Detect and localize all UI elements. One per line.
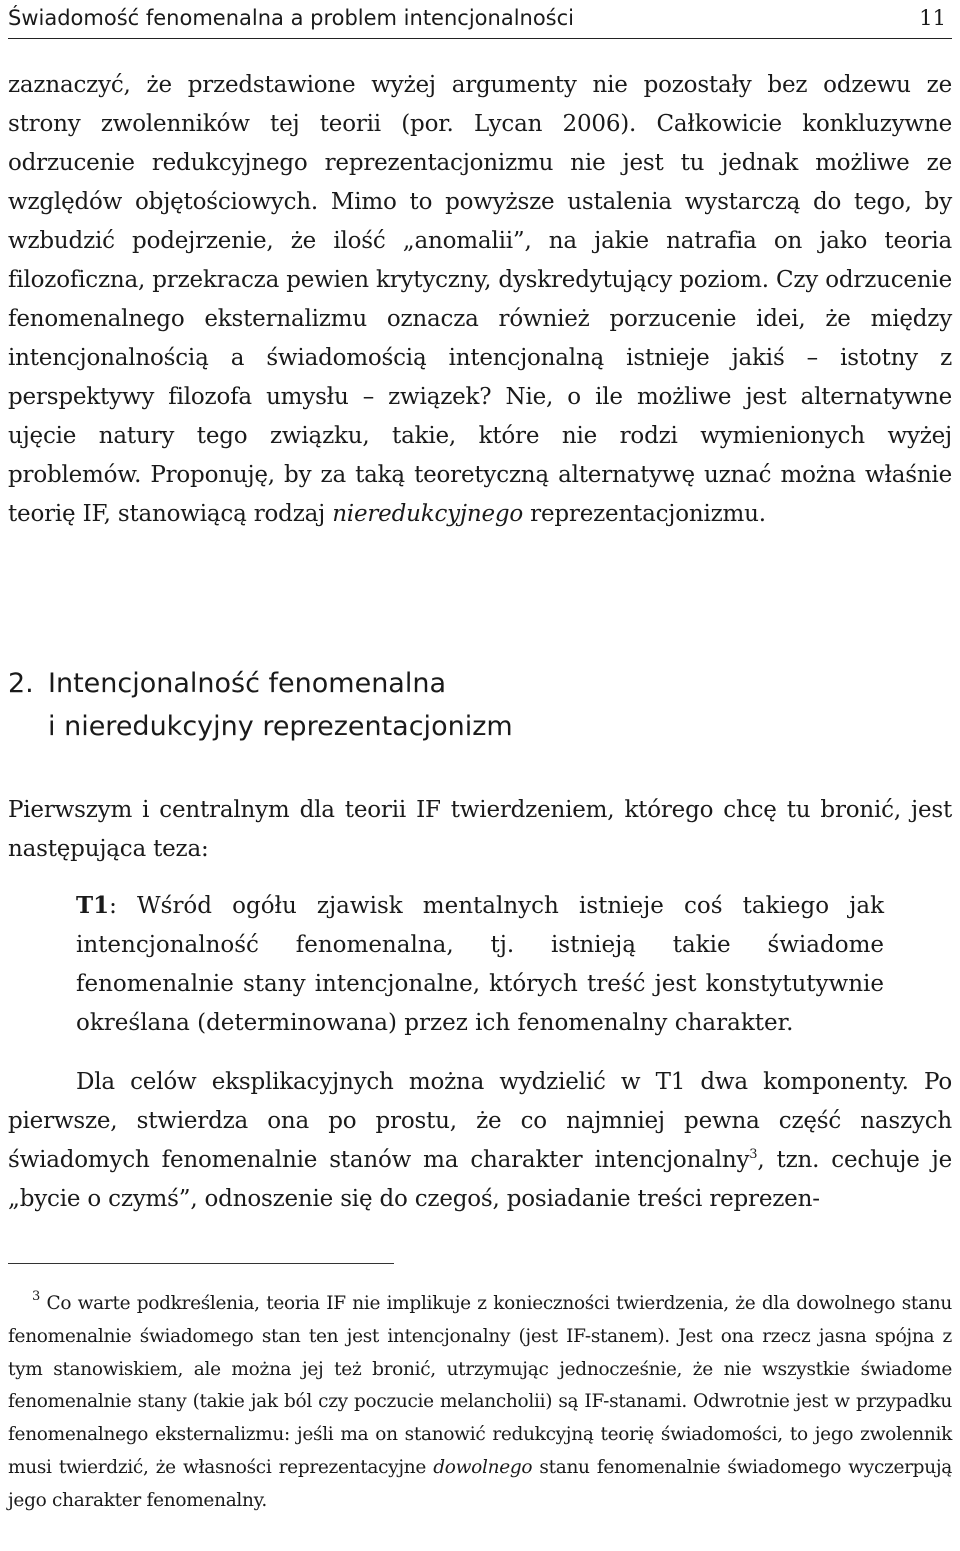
footnote-end: stanu fenomenalnie świadomego wyczerpują jego charakter fenomenalny. <box>8 1456 952 1511</box>
footnote-marker: 3 <box>32 1289 40 1304</box>
header-rule <box>8 38 952 39</box>
paragraph-1-end: reprezentacjonizmu. <box>523 501 766 527</box>
footnote-rule <box>8 1263 394 1264</box>
running-header <box>8 2 952 38</box>
thesis-label: T1 <box>76 892 110 919</box>
paragraph-1 <box>8 66 952 534</box>
footnote-italic: dowolnego <box>433 1456 533 1478</box>
section-heading <box>8 662 513 748</box>
paragraph-3-text: Dla celów eksplikacyjnych można wydzielić w T1 dwa komponenty. Po pierwsze, stwierdza ona po prostu, że co najmniej pewna część naszych świadomych fenomenalnie stanów ma charakter intencjonalny <box>8 1069 952 1173</box>
paragraph-1-italic: nieredukcyjnego <box>332 501 524 527</box>
page-number: 11 <box>919 6 946 30</box>
paragraph-1-text: zaznaczyć, że przedstawione wyżej argumenty nie pozostały bez odzewu ze strony zwolenników tej teorii (por. Lycan 2006). Całkowicie konkluzywne odrzucenie redukcyjnego reprezentacjonizmu nie jest tu jednak możliwe ze względów objętościowych. Mimo to powyższe ustalenia wystarczą do tego, by wzbudzić podejrzenie, że ilość „anomalii”, na jakie natrafia on jako teoria filozoficzna, przekracza pewien krytyczny, dyskredytujący poziom. Czy odrzucenie fenomenalnego eksternalizmu oznacza również porzucenie idei, że między intencjonalnością a świadomością intencjonalną istnieje jakiś – istotny z perspektywy filozofa umysłu – związek? Nie, o ile możliwe jest alternatywne ujęcie natury tego związku, takie, które nie rodzi wymienionych wyżej problemów. Proponuję, by za taką teoretyczną alternatywę uznać można właśnie teorię IF, stanowiącą rodzaj <box>8 72 952 527</box>
thesis-text: : Wśród ogółu zjawisk mentalnych istnieje coś takiego jak intencjonalność fenomenalna, tj. istnieją takie świadome fenomenalnie stany intencjonalne, których treść jest konstytutywnie określana (determinowana) przez ich fenomenalny charakter. <box>76 893 884 1036</box>
paragraph-3-end: , tzn. cechuje je „bycie o czymś”, odnoszenie się do czegoś, posiadanie treści reprezen- <box>8 1147 952 1212</box>
section-number: 2. <box>8 668 34 699</box>
footnote-reference: 3 <box>749 1147 758 1162</box>
section-title-line2: i nieredukcyjny reprezentacjonizm <box>48 711 513 742</box>
running-header-title: Świadomość fenomenalna a problem intencjonalności <box>8 6 575 30</box>
thesis-t1 <box>76 886 884 1043</box>
paragraph-2: Pierwszym i centralnym dla teorii IF twierdzeniem, którego chcę tu bronić, jest następująca teza: <box>8 797 952 862</box>
footnote-3 <box>8 1288 952 1518</box>
paragraph-3 <box>8 1063 952 1219</box>
footnote-text: Co warte podkreślenia, teoria IF nie implikuje z konieczności twierdzenia, że dla dowolnego stanu fenomenalnie świadomego stan ten jest intencjonalny (jest IF-stanem). Jest ona rzecz jasna spójna z tym stanowiskiem, ale można jej też bronić, utrzymując jednocześnie, że nie wszystkie świadome fenomenalnie stany (takie jak ból czy poczucie melancholii) są IF-stanami. Odwrotnie jest w przypadku fenomenalnego eksternalizmu: jeśli ma on stanowić redukcyjną teorię świadomości, to jego zwolennik musi twierdzić, że własności reprezentacyjne <box>8 1293 952 1478</box>
section-title-line1: Intencjonalność fenomenalna <box>48 668 447 699</box>
